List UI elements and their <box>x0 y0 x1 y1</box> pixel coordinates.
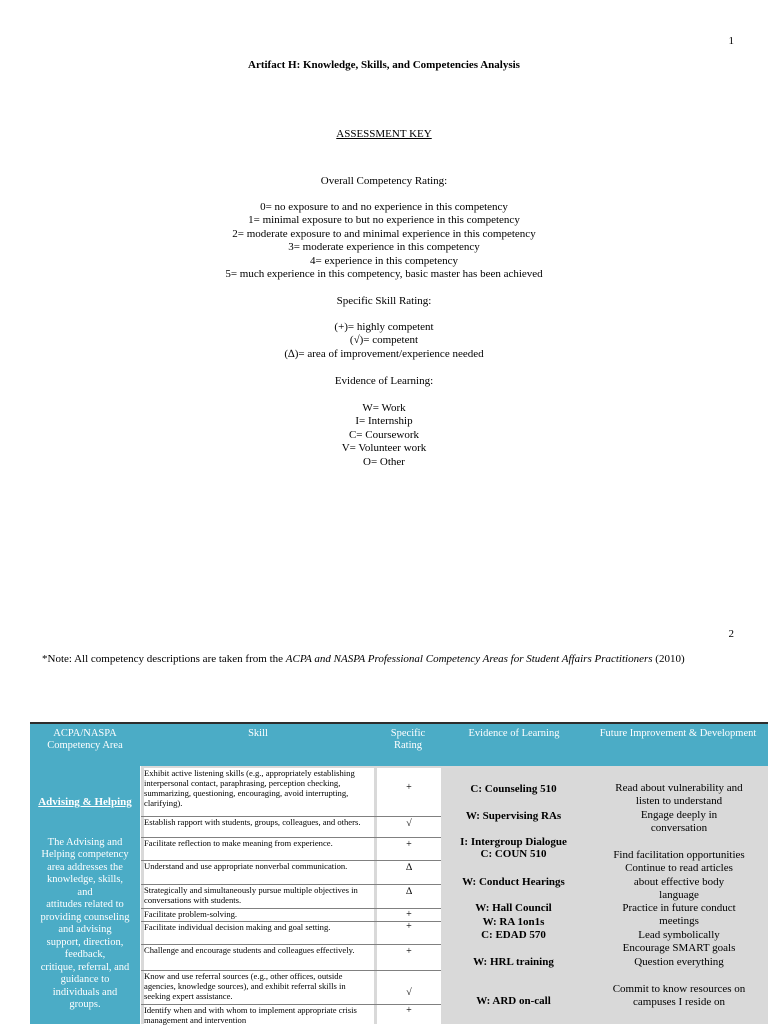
skill-rating: + <box>377 838 441 860</box>
future-entry: conversation <box>650 822 708 834</box>
future-entry: Engage deeply in <box>640 809 718 821</box>
skill-rating: √ <box>377 971 441 1004</box>
evidence-heading: Evidence of Learning: <box>334 375 434 387</box>
skill-text: Understand and use appropriate nonverbal communication. <box>144 861 374 884</box>
area-desc-line: individuals and <box>52 986 118 998</box>
evidence-item: I= Internship <box>355 415 413 428</box>
area-desc-line: providing counseling <box>40 911 130 923</box>
header-competency-area: ACPA/NASPA Competency Area <box>30 722 140 766</box>
evidence-item: W= Work <box>362 402 406 414</box>
note-source-title: ACPA and NASPA Professional Competency Areas for Student Affairs Practitioners <box>285 653 653 665</box>
document-title: Artifact H: Knowledge, Skills, and Competencies Analysis <box>248 59 520 71</box>
skill-row <box>141 885 441 909</box>
evidence-entry: W: ARD on-call <box>476 995 551 1007</box>
area-desc-line: attitudes related to <box>46 899 124 910</box>
assessment-key-heading: ASSESSMENT KEY <box>336 128 432 140</box>
overall-item: 2= moderate exposure to and minimal experience in this competency <box>232 227 536 240</box>
future-entry: Continue to read articles <box>625 862 733 874</box>
area-desc-line: feedback, <box>64 949 106 960</box>
note-suffix: (2010) <box>652 653 685 665</box>
skill-row <box>141 922 441 945</box>
skill-row <box>141 861 441 885</box>
future-entry: Lead symbolically <box>638 929 720 941</box>
evidence-list <box>0 402 768 469</box>
skill-text: Establish rapport with students, groups, colleagues, and others. <box>144 817 374 837</box>
evidence-entry: I: Intergroup Dialogue <box>460 836 567 848</box>
skill-text: Identify when and with whom to implement appropriate crisis management and intervention <box>144 1005 374 1027</box>
evidence-entry: W: RA 1on1s <box>482 916 545 928</box>
source-note <box>42 653 685 665</box>
skill-rating: + <box>377 945 441 970</box>
overall-item: 3= moderate experience in this competency <box>288 241 480 254</box>
skill-text: Facilitate reflection to make meaning from experience. <box>144 838 374 860</box>
skill-row <box>141 817 441 838</box>
area-desc-line: knowledge, skills, <box>46 874 124 885</box>
header-specific-rating: Specific Rating <box>376 722 440 766</box>
skill-row <box>141 909 441 922</box>
specific-item: (∆)= area of improvement/experience needed <box>284 347 484 360</box>
evidence-entry: W: Conduct Hearings <box>462 876 565 888</box>
skill-text: Facilitate individual decision making and goal setting. <box>144 922 374 944</box>
specific-item: (√)= competent <box>349 334 419 347</box>
future-entry: Encourage SMART goals <box>622 942 736 954</box>
overall-item: 5= much experience in this competency, basic master has been achieved <box>225 268 543 281</box>
overall-rating-list <box>0 201 768 281</box>
evidence-entry: C: COUN 510 <box>480 848 547 860</box>
evidence-entry: W: Supervising RAs <box>465 810 562 822</box>
skill-text: Facilitate problem-solving. <box>144 909 374 921</box>
skill-text: Exhibit active listening skills (e.g., appropriately establishing interpersonal contact, paraphrasing, perception checking, summarizing, questioning, encouraging, avoid interrupting, clarifying). <box>144 768 374 816</box>
specific-rating-heading: Specific Skill Rating: <box>336 295 432 307</box>
future-entry: campuses I reside on <box>633 996 725 1008</box>
skill-row <box>141 971 441 1005</box>
skill-text: Know and use referral sources (e.g., other offices, outside agencies, knowledge sources), and exhibit referral skills in seeking expert assistance. <box>144 971 374 1004</box>
area-desc-line: critique, referral, and <box>40 961 130 973</box>
future-entry: Find facilitation opportunities <box>613 849 745 861</box>
specific-item: (+)= highly competent <box>334 321 434 333</box>
area-desc-line: The Advising and <box>47 836 123 848</box>
skill-row <box>141 945 441 971</box>
skill-rating: + <box>377 909 441 921</box>
evidence-entry: C: EDAD 570 <box>481 929 546 941</box>
future-entry: Question everything <box>634 956 724 968</box>
skill-rating: ∆ <box>377 861 441 884</box>
skill-row <box>141 768 441 817</box>
area-desc-line: Helping competency <box>41 849 129 860</box>
competency-area-title: Advising & Helping <box>38 796 132 808</box>
area-desc-line: area addresses the <box>47 861 123 873</box>
skill-row <box>141 838 441 861</box>
evidence-entry: C: Counseling 510 <box>470 783 557 795</box>
overall-item: 0= no exposure to and no experience in this competency <box>260 201 508 213</box>
future-entry: language <box>659 889 699 901</box>
skill-rating: + <box>377 922 441 944</box>
future-entry: about effective body <box>633 876 725 888</box>
future-entry: listen to understand <box>635 795 723 807</box>
skill-rating: + <box>377 1005 441 1027</box>
skill-rating: √ <box>377 817 441 837</box>
overall-item: 1= minimal exposure to but no experience in this competency <box>248 214 520 227</box>
overall-item: 4= experience in this competency <box>310 254 458 267</box>
evidence-entry: W: HRL training <box>473 956 554 968</box>
skill-rating: ∆ <box>377 885 441 908</box>
future-entry: Commit to know resources on <box>612 983 746 995</box>
skill-rating: + <box>377 768 441 816</box>
evidence-item: V= Volunteer work <box>341 442 427 455</box>
evidence-entry: W: Hall Council <box>475 902 552 914</box>
area-desc-line: groups. <box>69 999 101 1010</box>
page-number-2: 2 <box>728 628 734 640</box>
competency-area-cell <box>30 766 140 1024</box>
overall-rating-heading: Overall Competency Rating: <box>320 175 448 187</box>
page-number-1: 1 <box>728 35 734 47</box>
evidence-item: O= Other <box>363 455 405 468</box>
note-prefix: *Note: All competency descriptions are taken from the <box>42 653 286 665</box>
area-desc-line: guidance to <box>60 974 110 985</box>
area-desc-line: support, direction, <box>46 936 124 948</box>
header-skill: Skill <box>140 722 376 766</box>
skill-text: Challenge and encourage students and colleagues effectively. <box>144 945 374 970</box>
specific-rating-list <box>0 321 768 361</box>
competency-area-description <box>34 837 136 1012</box>
area-desc-line: and <box>77 886 93 898</box>
header-future: Future Improvement & Development <box>588 722 768 766</box>
future-entry: Read about vulnerability and <box>615 782 743 794</box>
header-evidence: Evidence of Learning <box>440 722 588 766</box>
skill-text: Strategically and simultaneously pursue multiple objectives in conversations with students. <box>144 885 374 908</box>
future-entry: meetings <box>659 915 699 927</box>
area-desc-line: and advising <box>58 924 112 935</box>
future-entry: Practice in future conduct <box>622 902 736 914</box>
evidence-item: C= Coursework <box>348 428 420 441</box>
